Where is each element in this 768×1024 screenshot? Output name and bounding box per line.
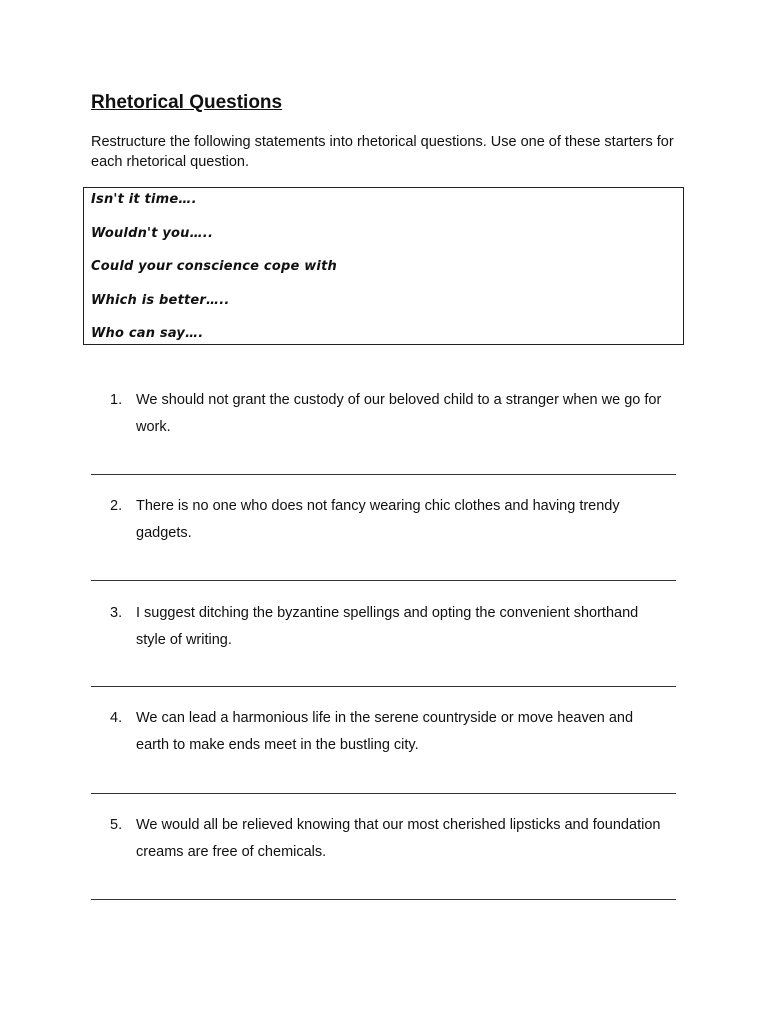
starter-item: Isn't it time….: [91, 192, 197, 207]
question-number: 2.: [110, 498, 123, 514]
page-title: Rhetorical Questions: [91, 92, 283, 113]
question-item-2: [110, 493, 670, 547]
question-number: 3.: [110, 605, 123, 621]
question-text: We would all be relieved knowing that our most cherished lipsticks and foundation creams are free of chemicals.: [136, 817, 661, 860]
answer-line-3[interactable]: [91, 686, 676, 687]
question-number: 1.: [110, 392, 123, 408]
starter-item: Could your conscience cope with: [91, 259, 337, 275]
question-text: We should not grant the custody of our beloved child to a stranger when we go for work.: [136, 392, 662, 435]
answer-line-5[interactable]: [91, 899, 676, 900]
question-number: 5.: [110, 817, 123, 833]
starters-box: [83, 187, 684, 345]
question-item-3: [110, 600, 670, 654]
starter-item: Who can say….: [91, 326, 204, 342]
answer-line-4[interactable]: [91, 793, 676, 794]
starter-item: Wouldn't you…..: [91, 225, 214, 241]
question-item-4: [110, 705, 670, 759]
instructions-text: Restructure the following statements into rhetorical questions. Use one of these starters for each rhetorical question.: [91, 134, 674, 170]
answer-line-2[interactable]: [91, 580, 676, 581]
question-item-5: [110, 812, 670, 866]
question-text: There is no one who does not fancy wearing chic clothes and having trendy gadgets.: [136, 498, 620, 541]
starter-item: Which is better…..: [91, 292, 230, 308]
question-item-1: [110, 387, 670, 441]
question-text: We can lead a harmonious life in the serene countryside or move heaven and earth to make ends meet in the bustling city.: [136, 710, 634, 753]
question-number: 4.: [110, 710, 123, 726]
answer-line-1[interactable]: [91, 474, 676, 475]
question-text: I suggest ditching the byzantine spellings and opting the convenient shorthand style of writing.: [136, 605, 639, 648]
